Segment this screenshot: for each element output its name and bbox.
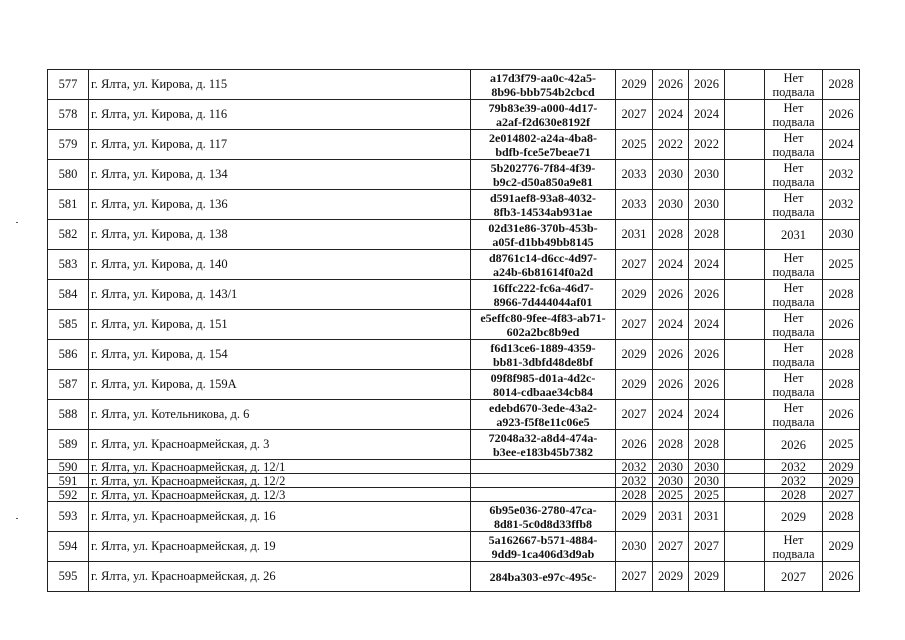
year-cell: 2031 [653, 502, 689, 532]
address-cell: г. Ялта, ул. Красноармейская, д. 16 [89, 502, 471, 532]
year-cell: 2026 [653, 70, 689, 100]
empty-cell [725, 340, 765, 370]
address-cell: г. Ялта, ул. Красноармейская, д. 12/2 [89, 474, 471, 488]
row-number-cell: 586 [48, 340, 89, 370]
basement-line: подвала [772, 414, 815, 429]
basement-line: подвала [772, 84, 815, 99]
table-row [48, 562, 860, 592]
table-row [48, 460, 860, 474]
empty-cell [725, 130, 765, 160]
year-cell: 2027 [616, 100, 653, 130]
guid-line: 602a2bc8b9ed [506, 324, 580, 339]
year-cell: 2026 [689, 340, 725, 370]
basement-cell [765, 340, 823, 370]
address-cell: г. Ялта, ул. Кирова, д. 134 [89, 160, 471, 190]
year-cell: 2022 [689, 130, 725, 160]
table-row [48, 130, 860, 160]
address-cell: г. Ялта, ул. Красноармейская, д. 19 [89, 532, 471, 562]
fias-guid-cell [471, 532, 616, 562]
basement-line: Нет [783, 160, 804, 175]
guid-line: 9dd9-1ca406d3d9ab [491, 546, 595, 561]
empty-cell [725, 280, 765, 310]
basement-line: Нет [783, 370, 804, 385]
year-cell: 2032 [616, 474, 653, 488]
basement-cell [765, 280, 823, 310]
year-cell: 2032 [616, 460, 653, 474]
year-cell: 2024 [689, 310, 725, 340]
year-cell: 2028 [823, 370, 860, 400]
year-cell: 2026 [689, 280, 725, 310]
year-cell: 2030 [689, 460, 725, 474]
table-row [48, 430, 860, 460]
basement-cell [765, 532, 823, 562]
basement-line: Нет [783, 310, 804, 325]
address-cell: г. Ялта, ул. Кирова, д. 115 [89, 70, 471, 100]
guid-line: d591aef8-93a8-4032- [490, 190, 596, 205]
year-cell: 2030 [653, 460, 689, 474]
address-cell: г. Ялта, ул. Кирова, д. 116 [89, 100, 471, 130]
year-cell: 2024 [823, 130, 860, 160]
year-cell: 2024 [653, 400, 689, 430]
basement-cell [765, 220, 823, 250]
row-number-cell: 578 [48, 100, 89, 130]
year-cell: 2026 [653, 280, 689, 310]
basement-line: 2028 [781, 487, 806, 502]
empty-cell [725, 532, 765, 562]
guid-line: 02d31e86-370b-453b- [488, 220, 598, 235]
table-row [48, 370, 860, 400]
guid-line: f6d13ce6-1889-4359- [490, 340, 596, 355]
table-row [48, 340, 860, 370]
fias-guid-cell [471, 340, 616, 370]
year-cell: 2026 [616, 430, 653, 460]
table-row [48, 502, 860, 532]
year-cell: 2032 [823, 160, 860, 190]
table-row [48, 100, 860, 130]
year-cell: 2026 [689, 370, 725, 400]
year-cell: 2024 [689, 250, 725, 280]
year-cell: 2027 [823, 488, 860, 502]
year-cell: 2027 [653, 532, 689, 562]
basement-cell [765, 190, 823, 220]
empty-cell [725, 488, 765, 502]
year-cell: 2024 [653, 250, 689, 280]
guid-line: 5b202776-7f84-4f39- [490, 160, 596, 175]
year-cell: 2024 [689, 100, 725, 130]
empty-cell [725, 100, 765, 130]
year-cell: 2026 [823, 562, 860, 592]
year-cell: 2026 [653, 340, 689, 370]
year-cell: 2027 [616, 400, 653, 430]
basement-line: подвала [772, 114, 815, 129]
row-number-cell: 583 [48, 250, 89, 280]
basement-cell [765, 460, 823, 474]
basement-line: подвала [772, 324, 815, 339]
year-cell: 2030 [653, 474, 689, 488]
table-row [48, 190, 860, 220]
fias-guid-cell [471, 190, 616, 220]
year-cell: 2027 [689, 532, 725, 562]
guid-line: edebd670-3ede-43a2- [489, 400, 597, 415]
guid-line: a17d3f79-aa0c-42a5- [490, 70, 596, 85]
empty-cell [725, 400, 765, 430]
basement-cell [765, 488, 823, 502]
row-number-cell: 590 [48, 460, 89, 474]
year-cell: 2030 [689, 160, 725, 190]
row-number-cell: 580 [48, 160, 89, 190]
basement-cell [765, 250, 823, 280]
year-cell: 2029 [616, 280, 653, 310]
year-cell: 2029 [689, 562, 725, 592]
guid-line: 6b95e036-2780-47ca- [489, 502, 597, 517]
year-cell: 2024 [653, 100, 689, 130]
basement-line: 2032 [781, 459, 806, 474]
registry-table [47, 69, 860, 592]
year-cell: 2030 [653, 160, 689, 190]
table-row [48, 532, 860, 562]
basement-line: подвала [772, 546, 815, 561]
row-number-cell: 581 [48, 190, 89, 220]
basement-cell [765, 502, 823, 532]
year-cell: 2025 [616, 130, 653, 160]
row-number-cell: 595 [48, 562, 89, 592]
basement-line: подвала [772, 384, 815, 399]
empty-cell [725, 70, 765, 100]
empty-cell [725, 430, 765, 460]
table-row [48, 160, 860, 190]
fias-guid-cell [471, 430, 616, 460]
fias-guid-cell [471, 250, 616, 280]
year-cell: 2031 [616, 220, 653, 250]
year-cell: 2028 [823, 70, 860, 100]
year-cell: 2033 [616, 190, 653, 220]
year-cell: 2029 [616, 502, 653, 532]
guid-line: e5effc80-9fee-4f83-ab71- [480, 310, 606, 325]
year-cell: 2025 [689, 488, 725, 502]
year-cell: 2026 [823, 100, 860, 130]
basement-cell [765, 70, 823, 100]
margin-mark [16, 222, 18, 223]
basement-line: подвала [772, 174, 815, 189]
guid-line: 5a162667-b571-4884- [488, 532, 598, 547]
address-cell: г. Ялта, ул. Кирова, д. 154 [89, 340, 471, 370]
guid-line: bdfb-fce5e7beae71 [495, 144, 591, 159]
guid-line: 79b83e39-a000-4d17- [488, 100, 598, 115]
year-cell: 2024 [689, 400, 725, 430]
year-cell: 2028 [823, 280, 860, 310]
address-cell: г. Ялта, ул. Кирова, д. 159А [89, 370, 471, 400]
fias-guid-cell [471, 100, 616, 130]
year-cell: 2026 [653, 370, 689, 400]
row-number-cell: 587 [48, 370, 89, 400]
address-cell: г. Ялта, ул. Красноармейская, д. 12/1 [89, 460, 471, 474]
empty-cell [725, 474, 765, 488]
basement-line: Нет [783, 130, 804, 145]
row-number-cell: 593 [48, 502, 89, 532]
year-cell: 2028 [689, 220, 725, 250]
year-cell: 2026 [823, 310, 860, 340]
fias-guid-cell [471, 474, 616, 488]
fias-guid-cell [471, 160, 616, 190]
year-cell: 2028 [653, 430, 689, 460]
guid-line: a24b-6b81614f0a2d [492, 264, 593, 279]
fias-guid-cell [471, 310, 616, 340]
basement-line: Нет [783, 340, 804, 355]
empty-cell [725, 502, 765, 532]
year-cell: 2028 [653, 220, 689, 250]
table-row [48, 400, 860, 430]
basement-line: 2027 [781, 569, 806, 584]
table-row [48, 474, 860, 488]
row-number-cell: 579 [48, 130, 89, 160]
year-cell: 2029 [616, 70, 653, 100]
basement-cell [765, 160, 823, 190]
year-cell: 2030 [823, 220, 860, 250]
address-cell: г. Ялта, ул. Кирова, д. 138 [89, 220, 471, 250]
year-cell: 2027 [616, 562, 653, 592]
fias-guid-cell [471, 502, 616, 532]
basement-line: подвала [772, 144, 815, 159]
year-cell: 2028 [689, 430, 725, 460]
year-cell: 2029 [616, 370, 653, 400]
empty-cell [725, 562, 765, 592]
margin-mark [16, 518, 18, 519]
empty-cell [725, 310, 765, 340]
table-row [48, 280, 860, 310]
year-cell: 2027 [616, 310, 653, 340]
basement-line: 2029 [781, 509, 806, 524]
basement-cell [765, 400, 823, 430]
year-cell: 2030 [689, 190, 725, 220]
table-body [48, 70, 860, 592]
fias-guid-cell [471, 280, 616, 310]
address-cell: г. Ялта, ул. Красноармейская, д. 12/3 [89, 488, 471, 502]
guid-line: a05f-d1bb49bb8145 [492, 234, 594, 249]
table-row [48, 70, 860, 100]
row-number-cell: 589 [48, 430, 89, 460]
table-row [48, 488, 860, 502]
guid-line: 284ba303-e97c-495c- [489, 569, 597, 584]
fias-guid-cell [471, 488, 616, 502]
year-cell: 2030 [689, 474, 725, 488]
basement-line: Нет [783, 70, 804, 85]
address-cell: г. Ялта, ул. Красноармейская, д. 3 [89, 430, 471, 460]
address-cell: г. Ялта, ул. Кирова, д. 140 [89, 250, 471, 280]
year-cell: 2029 [653, 562, 689, 592]
basement-line: 2026 [781, 437, 806, 452]
row-number-cell: 585 [48, 310, 89, 340]
year-cell: 2026 [689, 70, 725, 100]
row-number-cell: 577 [48, 70, 89, 100]
basement-cell [765, 474, 823, 488]
basement-line: подвала [772, 264, 815, 279]
fias-guid-cell [471, 460, 616, 474]
address-cell: г. Ялта, ул. Кирова, д. 136 [89, 190, 471, 220]
basement-cell [765, 100, 823, 130]
fias-guid-cell [471, 400, 616, 430]
guid-line: bb81-3dbfd48de8bf [492, 354, 594, 369]
basement-cell [765, 310, 823, 340]
fias-guid-cell [471, 70, 616, 100]
row-number-cell: 594 [48, 532, 89, 562]
basement-line: Нет [783, 532, 804, 547]
guid-line: 2e014802-a24a-4ba8- [489, 130, 597, 145]
guid-line: a923-f5f8e11c06e5 [496, 414, 590, 429]
address-cell: г. Ялта, ул. Котельникова, д. 6 [89, 400, 471, 430]
table-row [48, 310, 860, 340]
year-cell: 2029 [616, 340, 653, 370]
basement-line: 2032 [781, 473, 806, 488]
guid-line: b3ee-e183b45b7382 [493, 444, 593, 459]
year-cell: 2024 [653, 310, 689, 340]
basement-line: 2031 [781, 227, 806, 242]
basement-line: подвала [772, 204, 815, 219]
year-cell: 2032 [823, 190, 860, 220]
basement-line: Нет [783, 400, 804, 415]
basement-cell [765, 562, 823, 592]
row-number-cell: 591 [48, 474, 89, 488]
fias-guid-cell [471, 220, 616, 250]
guid-line: b9c2-d50a850a9e81 [493, 174, 593, 189]
basement-line: Нет [783, 250, 804, 265]
guid-line: 09f8f985-d01a-4d2c- [490, 370, 596, 385]
year-cell: 2028 [823, 502, 860, 532]
year-cell: 2025 [823, 430, 860, 460]
basement-line: Нет [783, 100, 804, 115]
year-cell: 2029 [823, 474, 860, 488]
year-cell: 2026 [823, 400, 860, 430]
guid-line: d8761c14-d6cc-4d97- [489, 250, 597, 265]
year-cell: 2029 [823, 460, 860, 474]
empty-cell [725, 160, 765, 190]
guid-line: 8d81-5c0d8d33ffb8 [493, 516, 592, 531]
row-number-cell: 592 [48, 488, 89, 502]
table-row [48, 250, 860, 280]
fias-guid-cell [471, 562, 616, 592]
fias-guid-cell [471, 130, 616, 160]
guid-line: 72048a32-a8d4-474a- [488, 430, 598, 445]
address-cell: г. Ялта, ул. Кирова, д. 117 [89, 130, 471, 160]
guid-line: 8b96-bbb754b2cbcd [491, 84, 595, 99]
year-cell: 2033 [616, 160, 653, 190]
year-cell: 2030 [616, 532, 653, 562]
address-cell: г. Ялта, ул. Кирова, д. 151 [89, 310, 471, 340]
basement-cell [765, 370, 823, 400]
fias-guid-cell [471, 370, 616, 400]
basement-line: Нет [783, 280, 804, 295]
row-number-cell: 582 [48, 220, 89, 250]
year-cell: 2030 [653, 190, 689, 220]
basement-cell [765, 430, 823, 460]
year-cell: 2031 [689, 502, 725, 532]
year-cell: 2027 [616, 250, 653, 280]
year-cell: 2028 [616, 488, 653, 502]
guid-line: a2af-f2d630e8192f [496, 114, 590, 129]
basement-line: подвала [772, 354, 815, 369]
basement-line: подвала [772, 294, 815, 309]
guid-line: 16ffc222-fc6a-46d7- [492, 280, 594, 295]
empty-cell [725, 370, 765, 400]
empty-cell [725, 220, 765, 250]
empty-cell [725, 460, 765, 474]
address-cell: г. Ялта, ул. Красноармейская, д. 26 [89, 562, 471, 592]
year-cell: 2025 [653, 488, 689, 502]
year-cell: 2025 [823, 250, 860, 280]
basement-line: Нет [783, 190, 804, 205]
row-number-cell: 588 [48, 400, 89, 430]
address-cell: г. Ялта, ул. Кирова, д. 143/1 [89, 280, 471, 310]
year-cell: 2028 [823, 340, 860, 370]
row-number-cell: 584 [48, 280, 89, 310]
empty-cell [725, 190, 765, 220]
guid-line: 8014-cdbaae34cb84 [493, 384, 593, 399]
table-row [48, 220, 860, 250]
basement-cell [765, 130, 823, 160]
year-cell: 2029 [823, 532, 860, 562]
guid-line: 8966-7d444044af01 [493, 294, 593, 309]
guid-line: 8fb3-14534ab931ae [493, 204, 593, 219]
empty-cell [725, 250, 765, 280]
year-cell: 2022 [653, 130, 689, 160]
